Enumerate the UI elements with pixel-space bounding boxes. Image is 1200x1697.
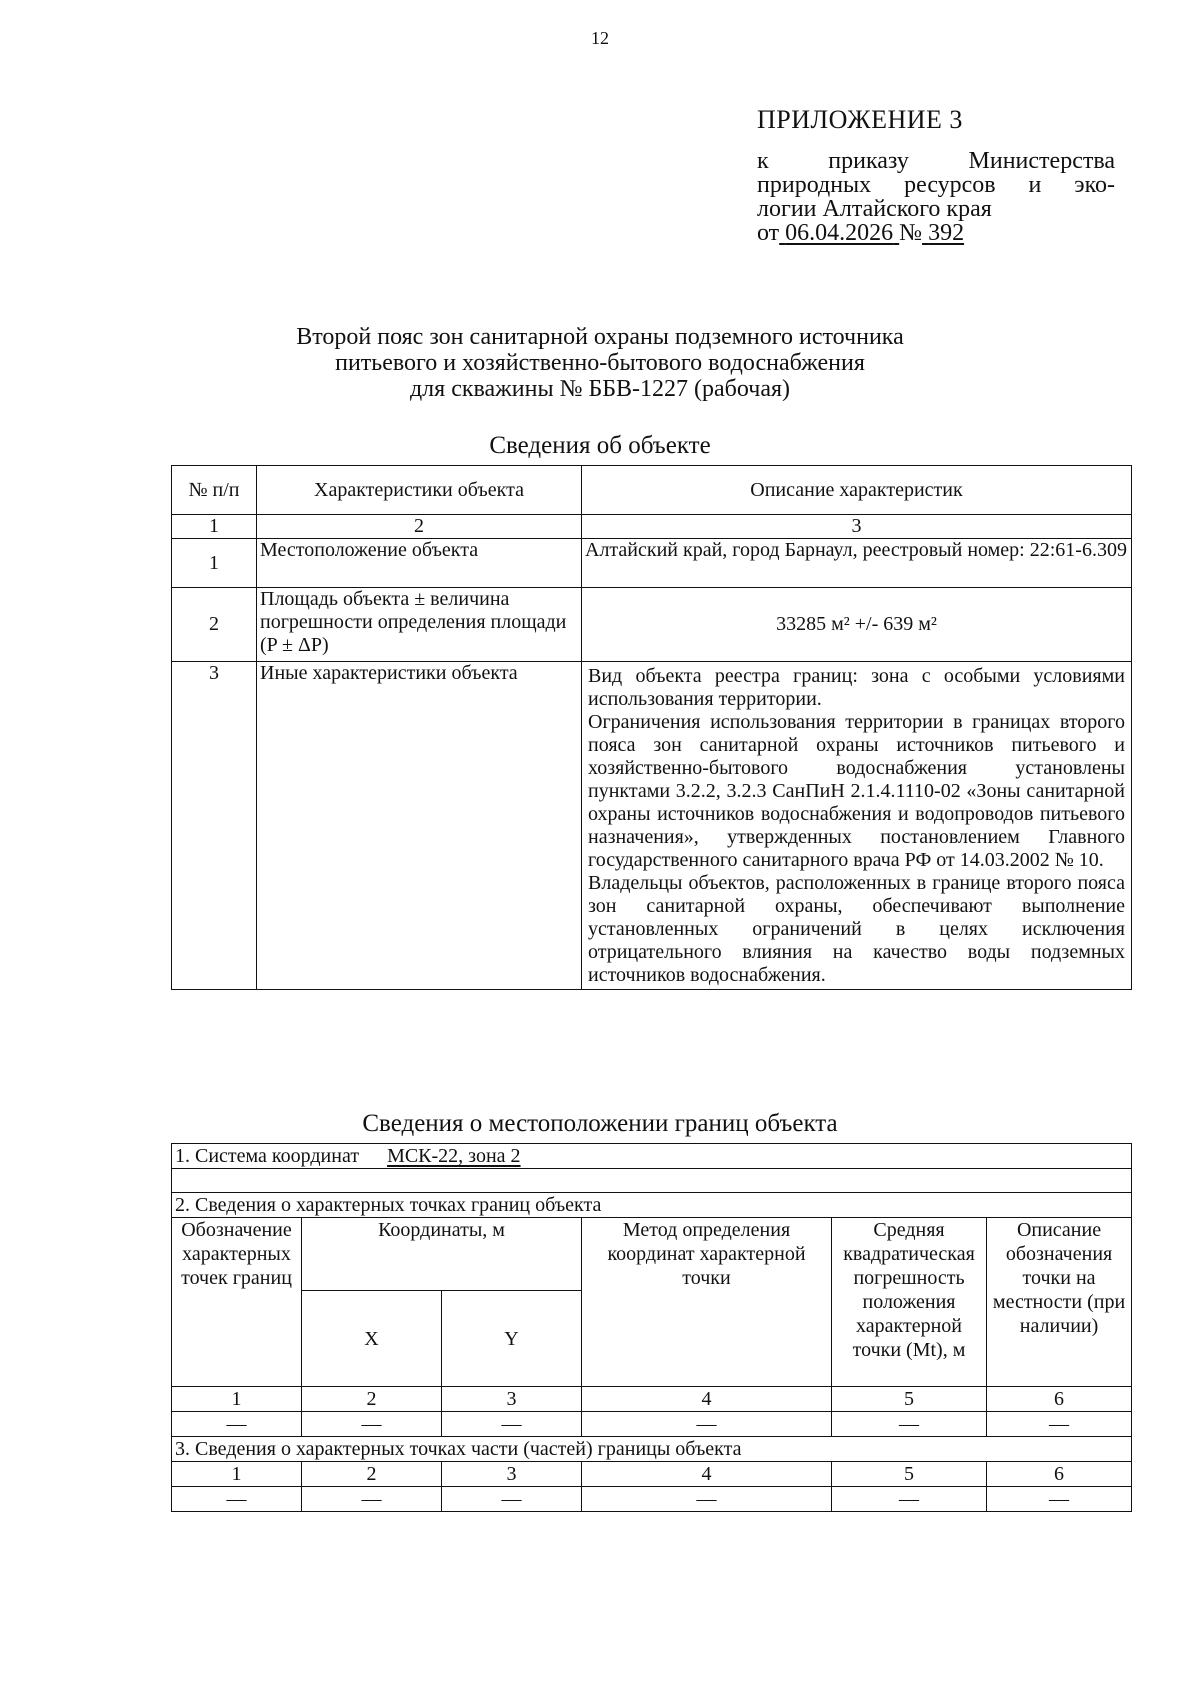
table-row (172, 588, 1132, 662)
empty-cell: — (172, 1412, 302, 1437)
header-point-description: Описание обозначения точки на местности (при наличии) (987, 1218, 1132, 1387)
col-number: 5 (832, 1387, 987, 1412)
coordinate-system-value: МСК-22, зона 2 (387, 1145, 521, 1167)
header-characteristics: Характеристики объекта (257, 466, 582, 515)
annex-block (757, 105, 1115, 245)
page-number: 12 (591, 28, 609, 48)
col-number: 1 (172, 1462, 302, 1487)
row-name: Площадь объекта ± величина погрешности определения площади (P ± ΔP) (257, 588, 582, 662)
description-paragraph: Ограничения использования территории в границах второго пояса зон санитарной охраны источников питьевого и хозяйственно-бытового водоснабжения установлены пунктами 3.2.2, 3.2.3 СанПиН 2.1.4.1110-02 «Зоны санитарной охраны источников водоснабжения и водопроводов питьевого назначения», утвержденных постановлением Главного государственного санитарного врача РФ от 14.03.2002 № 10. (588, 711, 1125, 871)
col-number: 3 (442, 1387, 582, 1412)
header-y: Y (442, 1291, 582, 1387)
table-col-number-row (172, 1387, 1132, 1412)
table-col-number-row (172, 1462, 1132, 1487)
row-description: 33285 м² +/- 639 м² (582, 588, 1132, 662)
document-title-line-2: питьевого и хозяйственно-бытового водоснабжения (335, 350, 865, 376)
row-number: 2 (172, 588, 257, 662)
empty-cell: — (172, 1487, 302, 1512)
table-col-number-row (172, 515, 1132, 539)
document-title-line-3: для скважины № ББВ-1227 (рабочая) (409, 376, 791, 402)
col-number: 3 (582, 515, 1132, 539)
table-row (172, 539, 1132, 588)
part-title-row (172, 1437, 1132, 1462)
spacer-row (172, 1169, 1132, 1193)
object-info-title: Сведения об объекте (489, 432, 711, 459)
col-number: 6 (987, 1387, 1132, 1412)
empty-cell: — (582, 1487, 832, 1512)
col-number: 3 (442, 1462, 582, 1487)
annex-date-line (757, 221, 1115, 245)
coordinate-system-row (172, 1144, 1132, 1169)
object-info-table (171, 465, 1132, 990)
location-table (171, 1143, 1132, 1512)
empty-cell: — (442, 1412, 582, 1437)
col-number: 2 (257, 515, 582, 539)
annex-title: ПРИЛОЖЕНИЕ 3 (757, 105, 963, 134)
annex-date-prefix: от (757, 220, 780, 246)
empty-cell: — (987, 1487, 1132, 1512)
row-description: Алтайский край, город Барнаул, реестровый номер: 22:61-6.309 (582, 539, 1132, 588)
header-method: Метод определения координат характерной точки (582, 1218, 832, 1387)
document-title (0, 324, 1200, 402)
description-paragraph: Владельцы объектов, расположенных в границе второго пояса зон санитарной охраны, обеспечивают выполнение установленных ограничений в целях исключения отрицательного влияния на качество воды подземных источников водоснабжения. (588, 872, 1125, 986)
empty-cell: — (302, 1487, 442, 1512)
header-description: Описание характеристик (582, 466, 1132, 515)
table-header-row (172, 1218, 1132, 1291)
header-number: № п/п (172, 466, 257, 515)
col-number: 1 (172, 1387, 302, 1412)
coordinate-system-label: 1. Система координат (175, 1145, 360, 1167)
col-number: 2 (302, 1462, 442, 1487)
header-error: Средняя квадратическая погрешность положения характерной точки (Mt), м (832, 1218, 987, 1387)
table-row (172, 1487, 1132, 1512)
row-name: Местоположение объекта (257, 539, 582, 588)
header-x: X (302, 1291, 442, 1387)
points-title: 2. Сведения о характерных точках границ объекта (172, 1193, 1132, 1218)
description-paragraph: Вид объекта реестра границ: зона с особыми условиями использования территории. (588, 665, 1125, 710)
points-title-row (172, 1193, 1132, 1218)
col-number: 6 (987, 1462, 1132, 1487)
col-number: 2 (302, 1387, 442, 1412)
header-coordinates: Координаты, м (302, 1218, 582, 1291)
row-number: 1 (172, 539, 257, 588)
annex-body (757, 149, 1115, 245)
document-title-line-1: Второй пояс зон санитарной охраны подземного источника (296, 324, 904, 350)
table-header-row (172, 466, 1132, 515)
row-number: 3 (172, 662, 257, 990)
row-name: Иные характеристики объекта (257, 662, 582, 990)
table-row (172, 1412, 1132, 1437)
annex-line-3: логии Алтайского края (757, 196, 992, 222)
row-description (582, 662, 1132, 990)
annex-line-1: к приказу Министерства (757, 148, 1115, 174)
part-title: 3. Сведения о характерных точках части (частей) границы объекта (172, 1437, 1132, 1462)
col-number: 5 (832, 1462, 987, 1487)
coordinate-system (172, 1144, 1132, 1169)
annex-number-sign: № (899, 220, 923, 246)
empty-cell: — (582, 1412, 832, 1437)
table-row (172, 662, 1132, 990)
empty-cell: — (302, 1412, 442, 1437)
col-number: 4 (582, 1387, 832, 1412)
empty-cell: — (832, 1487, 987, 1512)
col-number: 4 (582, 1462, 832, 1487)
annex-line-2: природных ресурсов и эко- (757, 172, 1115, 198)
spacer-cell (172, 1169, 1132, 1193)
col-number: 1 (172, 515, 257, 539)
location-title: Сведения о местоположении границ объекта (362, 1110, 838, 1137)
header-designation: Обозначение характерных точек границ (172, 1218, 302, 1387)
annex-date: 06.04.2026 (785, 220, 894, 246)
annex-number: 392 (928, 220, 965, 246)
empty-cell: — (832, 1412, 987, 1437)
empty-cell: — (987, 1412, 1132, 1437)
empty-cell: — (442, 1487, 582, 1512)
